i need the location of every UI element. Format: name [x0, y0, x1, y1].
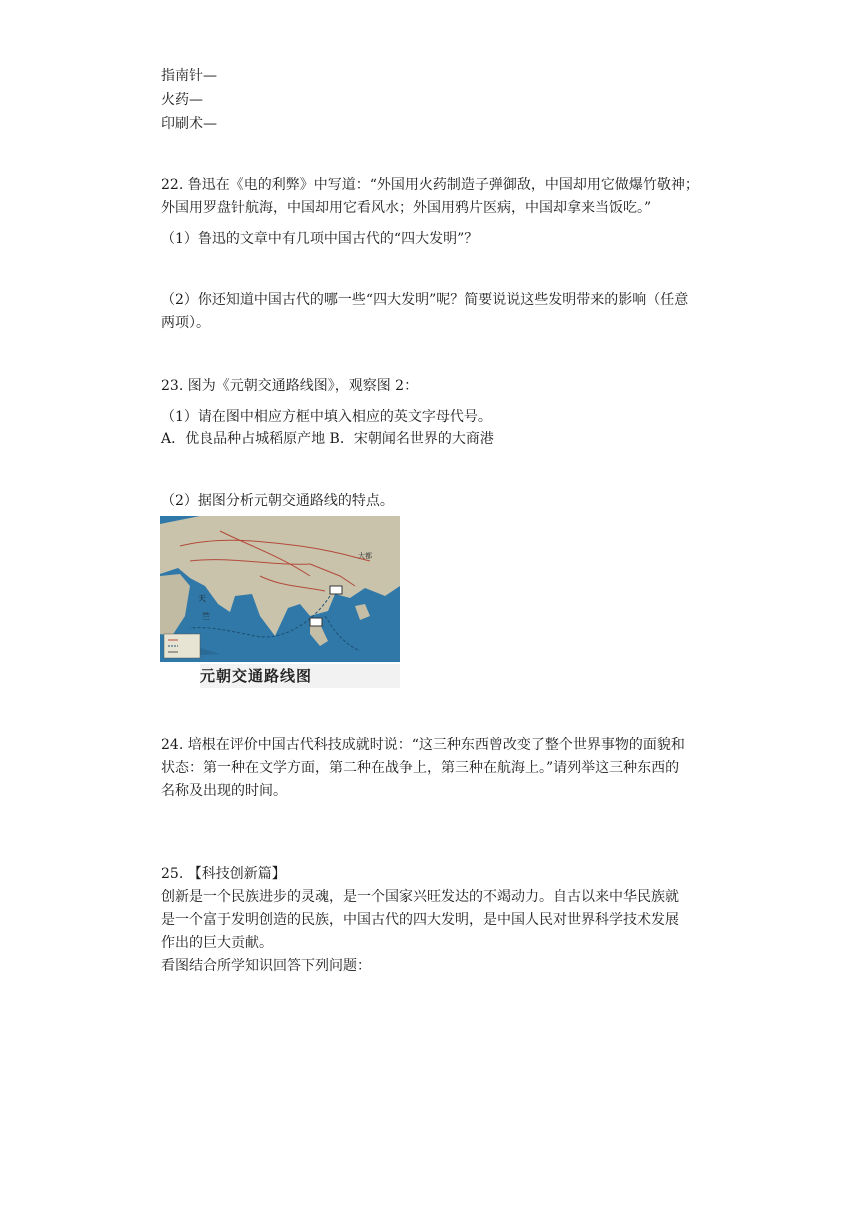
question-23-part-2: （2）据图分析元朝交通路线的特点。	[161, 493, 394, 509]
question-25-intro: 创新是一个民族进步的灵魂，是一个国家兴旺发达的不竭动力。自古以来中华民族就	[161, 889, 679, 905]
question-22-part-2-cont: 两项）。	[161, 315, 210, 331]
question-22-text-cont: 外国用罗盘针航海，中国却用它看风水；外国用鸦片医病，中国却拿来当饭吃。”	[161, 200, 652, 216]
question-23-part-1: （1）请在图中相应方框中填入相应的英文字母代号。	[161, 409, 492, 425]
question-23-text: 23. 图为《元朝交通路线图》，观察图 2：	[161, 378, 419, 394]
question-24-text-end: 名称及出现的时间。	[161, 783, 287, 799]
map-graphic	[160, 516, 400, 662]
question-25-instruction: 看图结合所学知识回答下列问题：	[161, 958, 371, 974]
map-label-dadu: 大都	[358, 552, 372, 560]
question-25-intro-cont: 是一个富于发明创造的民族，中国古代的四大发明，是中国人民对世界科学技术发展	[161, 912, 679, 928]
question-24-text-cont: 状态：第一种在文学方面，第二种在战争上，第三种在航海上。”请列举这三种东西的	[161, 760, 680, 776]
answer-line-gunpowder: 火药—	[161, 92, 203, 108]
question-22-part-2: （2）你还知道中国古代的哪一些“四大发明”呢？简要说说这些发明带来的影响（任意	[161, 292, 689, 308]
answer-line-compass: 指南针—	[161, 68, 217, 84]
map-caption: 元朝交通路线图	[200, 664, 400, 688]
map-label-zhu: 竺	[202, 612, 210, 621]
answer-box-a[interactable]	[330, 586, 342, 594]
question-25-title: 25. 【科技创新篇】	[161, 866, 286, 882]
question-22-text: 22. 鲁迅在《电的利弊》中写道：“外国用火药制造子弹御敌，中国却用它做爆竹敬神；	[161, 177, 699, 193]
answer-line-printing: 印刷术—	[161, 116, 217, 132]
question-22-part-1: （1）鲁迅的文章中有几项中国古代的“四大发明”？	[161, 231, 479, 247]
answer-box-b[interactable]	[310, 618, 322, 626]
question-23-options: A．优良品种占城稻原产地 B．宋朝闻名世界的大商港	[161, 431, 494, 447]
question-25-intro-end: 作出的巨大贡献。	[161, 935, 273, 951]
map-label-tian: 天	[198, 594, 206, 603]
question-24-text: 24. 培根在评价中国古代科技成就时说：“这三种东西曾改变了整个世界事物的面貌和	[161, 737, 685, 753]
yuan-route-map	[160, 516, 400, 662]
